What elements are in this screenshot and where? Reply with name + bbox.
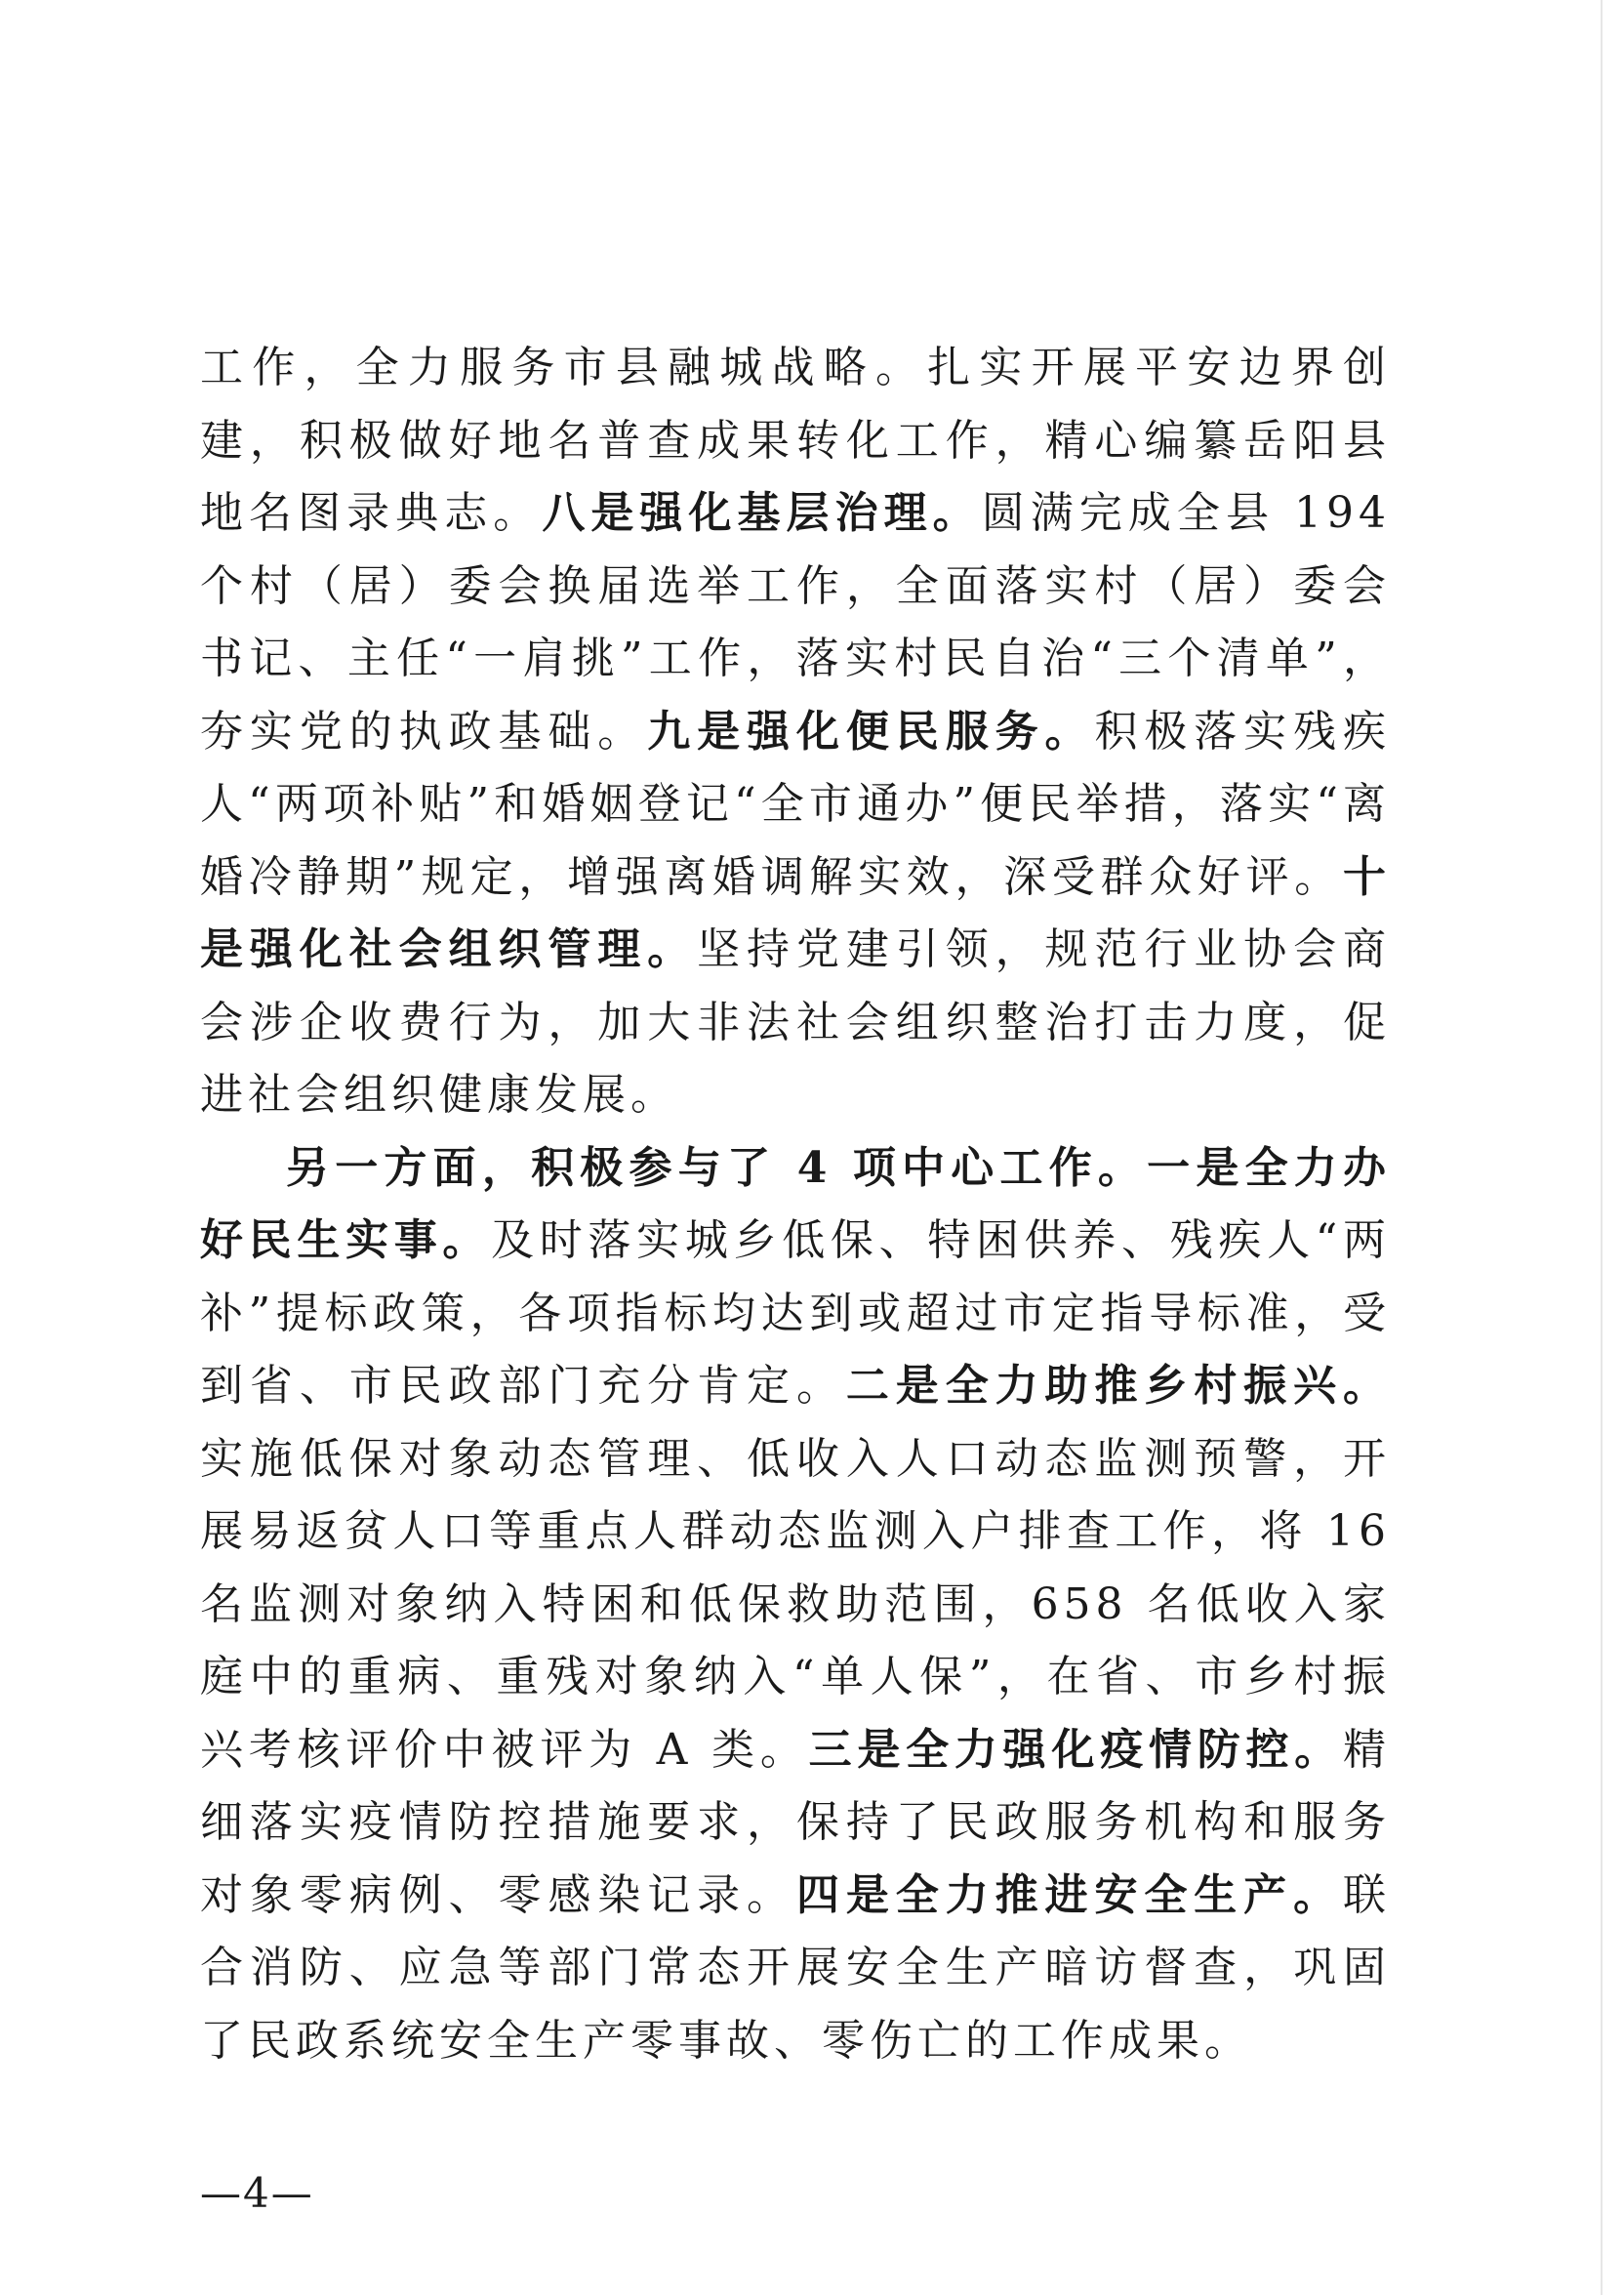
paragraph-text: 圆满完成全县 194 个村（居）委会换届选举工作，全面落实村（居）委会书记、主任“一肩挑”工作，落实村民自治“三个清单”，夯实党的执政基础。 xyxy=(200,488,1392,757)
bold-heading-epidemic-control: 三是全力强化疫情防控。 xyxy=(808,1724,1344,1775)
bold-heading-item-10: 十是强化社会组织管理。 xyxy=(200,851,1391,974)
paragraph-grassroots-services xyxy=(200,332,1391,1132)
bold-heading-rural-revitalization: 二是全力助推乡村振兴。 xyxy=(845,1361,1392,1411)
paragraph-text: 及时落实城乡低保、特困供养、残疾人“两补”提标政策，各项指标均达到或超过市定指导标准，受到省、市民政部门充分肯定。 xyxy=(200,1215,1391,1411)
paragraph-text: 联合消防、应急等部门常态开展安全生产暗访督查，巩固了民政系统安全生产零事故、零伤亡的工作成果。 xyxy=(200,1869,1392,2066)
paragraph-text: 实施低保对象动态管理、低收入人口动态监测预警，开展易返贫人口等重点人群动态监测入户排查工作，将 16 名监测对象纳入特困和低保救助范围，658 名低收入家庭中的重病、重残对象纳入“单人保”，在省、市乡村振兴考核评价中被评为 A 类。 xyxy=(200,1433,1391,1775)
paragraph-text: 积极落实残疾人“两项补贴”和婚姻登记“全市通办”便民举措，落实“离婚冷静期”规定，增强离婚调解实效，深受群众好评。 xyxy=(200,706,1392,902)
bold-heading-central-work: 另一方面，积极参与了 4 项中心工作。一是全力办好民生实事。 xyxy=(200,1142,1391,1265)
scan-edge-line xyxy=(1601,0,1603,2295)
paragraph-text: 工作，全力服务市县融城战略。扎实开展平安边界创建，积极做好地名普查成果转化工作，精心编纂岳阳县地名图录典志。 xyxy=(200,343,1391,538)
bold-heading-safety-production: 四是全力推进安全生产。 xyxy=(795,1869,1344,1920)
bold-heading-item-9: 九是强化便民服务。 xyxy=(647,706,1095,757)
page-body xyxy=(200,332,1391,2077)
page-number: —4— xyxy=(200,2169,314,2217)
paragraph-central-work xyxy=(200,1132,1391,2078)
bold-heading-item-8: 八是强化基层治理。 xyxy=(542,488,982,538)
paragraph-text: 坚持党建引领，规范行业协会商会涉企收费行为，加大非法社会组织整治打击力度，促进社会组织健康发展。 xyxy=(200,924,1392,1120)
paragraph-text: 精细落实疫情防控措施要求，保持了民政服务机构和服务对象零病例、零感染记录。 xyxy=(200,1724,1392,1920)
